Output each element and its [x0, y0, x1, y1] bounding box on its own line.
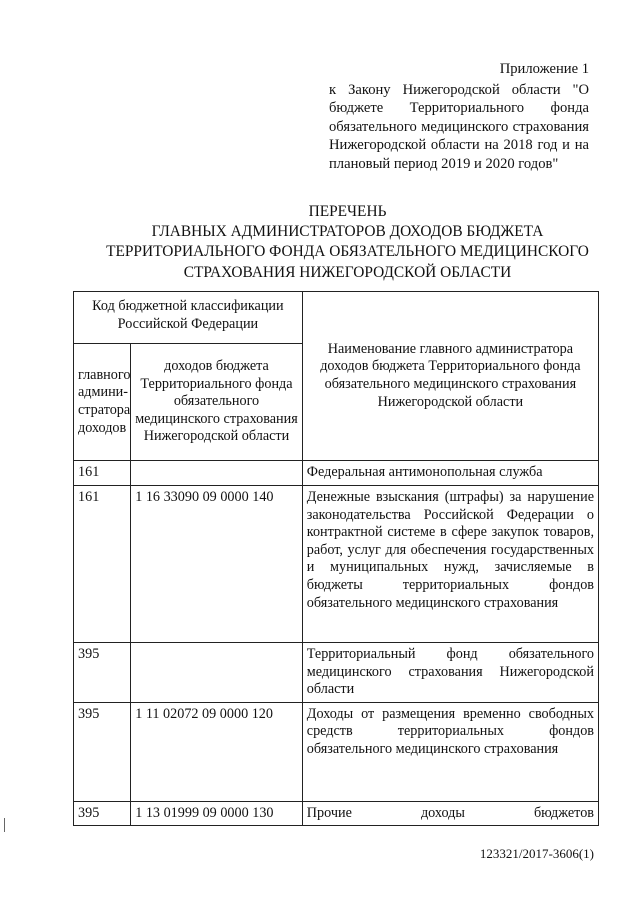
appendix-title: Приложение 1 — [499, 61, 589, 77]
table-row — [74, 801, 599, 826]
table-row — [74, 486, 599, 643]
header-administrator-name: Наименование главного администратора доходов бюджета Территориального фонда обязательного медицинского страхования Нижегородской области — [302, 292, 598, 461]
table-row — [74, 643, 599, 703]
margin-mark — [4, 818, 5, 832]
admin-code-cell: 395 — [74, 801, 131, 826]
admin-code-cell: 161 — [74, 461, 131, 486]
revenue-code-cell: 1 11 02072 09 0000 120 — [131, 702, 303, 801]
document-number: 123321/2017-3606(1) — [479, 846, 594, 861]
administrator-name-cell: Денежные взыскания (штрафы) за нарушение законодательства Российской Федерации о контрактной системе в сфере закупок товаров, работ, услуг для обеспечения государственных и муниципальных нужд, зачисляемые в бюджеты территориальных фондов обязательного медицинского страхования — [302, 486, 598, 643]
revenue-code-cell — [131, 643, 303, 703]
revenue-code-cell: 1 16 33090 09 0000 140 — [131, 486, 303, 643]
appendix-text: к Закону Нижегородской области "О бюджете Территориального фонда обязательного медицинского страхования Нижегородской области на 2018 год и на плановый период 2019 и 2020 годов" — [329, 81, 589, 172]
administrator-name-cell: Прочие доходы бюджетов — [302, 801, 598, 826]
heading-line-1: ПЕРЕЧЕНЬ — [308, 203, 387, 220]
header-fund-revenue: доходов бюджета Территориального фонда обязательного медицинского страхования Нижегородской области — [131, 344, 303, 461]
heading-line-4: СТРАХОВАНИЯ НИЖЕГОРОДСКОЙ ОБЛАСТИ — [183, 263, 512, 281]
document-heading — [60, 202, 635, 283]
table-row — [74, 461, 599, 486]
header-code-classification: Код бюджетной классификации Российской Федерации — [74, 292, 303, 344]
heading-line-3: ТЕРРИТОРИАЛЬНОГО ФОНДА ОБЯЗАТЕЛЬНОГО МЕДИЦИНСКОГО — [106, 243, 589, 261]
table-row — [74, 702, 599, 801]
appendix-block — [329, 60, 589, 174]
header-chief-administrator: главного админи-стратора доходов — [74, 344, 131, 461]
admin-code-cell: 395 — [74, 702, 131, 801]
heading-line-2: ГЛАВНЫХ АДМИНИСТРАТОРОВ ДОХОДОВ БЮДЖЕТА — [151, 223, 544, 241]
administrator-name-cell: Территориальный фонд обязательного медицинского страхования Нижегородской области — [302, 643, 598, 703]
admin-code-cell: 161 — [74, 486, 131, 643]
administrators-table — [73, 291, 599, 826]
admin-code-cell: 395 — [74, 643, 131, 703]
administrator-name-cell: Доходы от размещения временно свободных средств территориальных фондов обязательного медицинского страхования — [302, 702, 598, 801]
revenue-code-cell — [131, 461, 303, 486]
revenue-code-cell: 1 13 01999 09 0000 130 — [131, 801, 303, 826]
administrator-name-cell: Федеральная антимонопольная служба — [302, 461, 598, 486]
